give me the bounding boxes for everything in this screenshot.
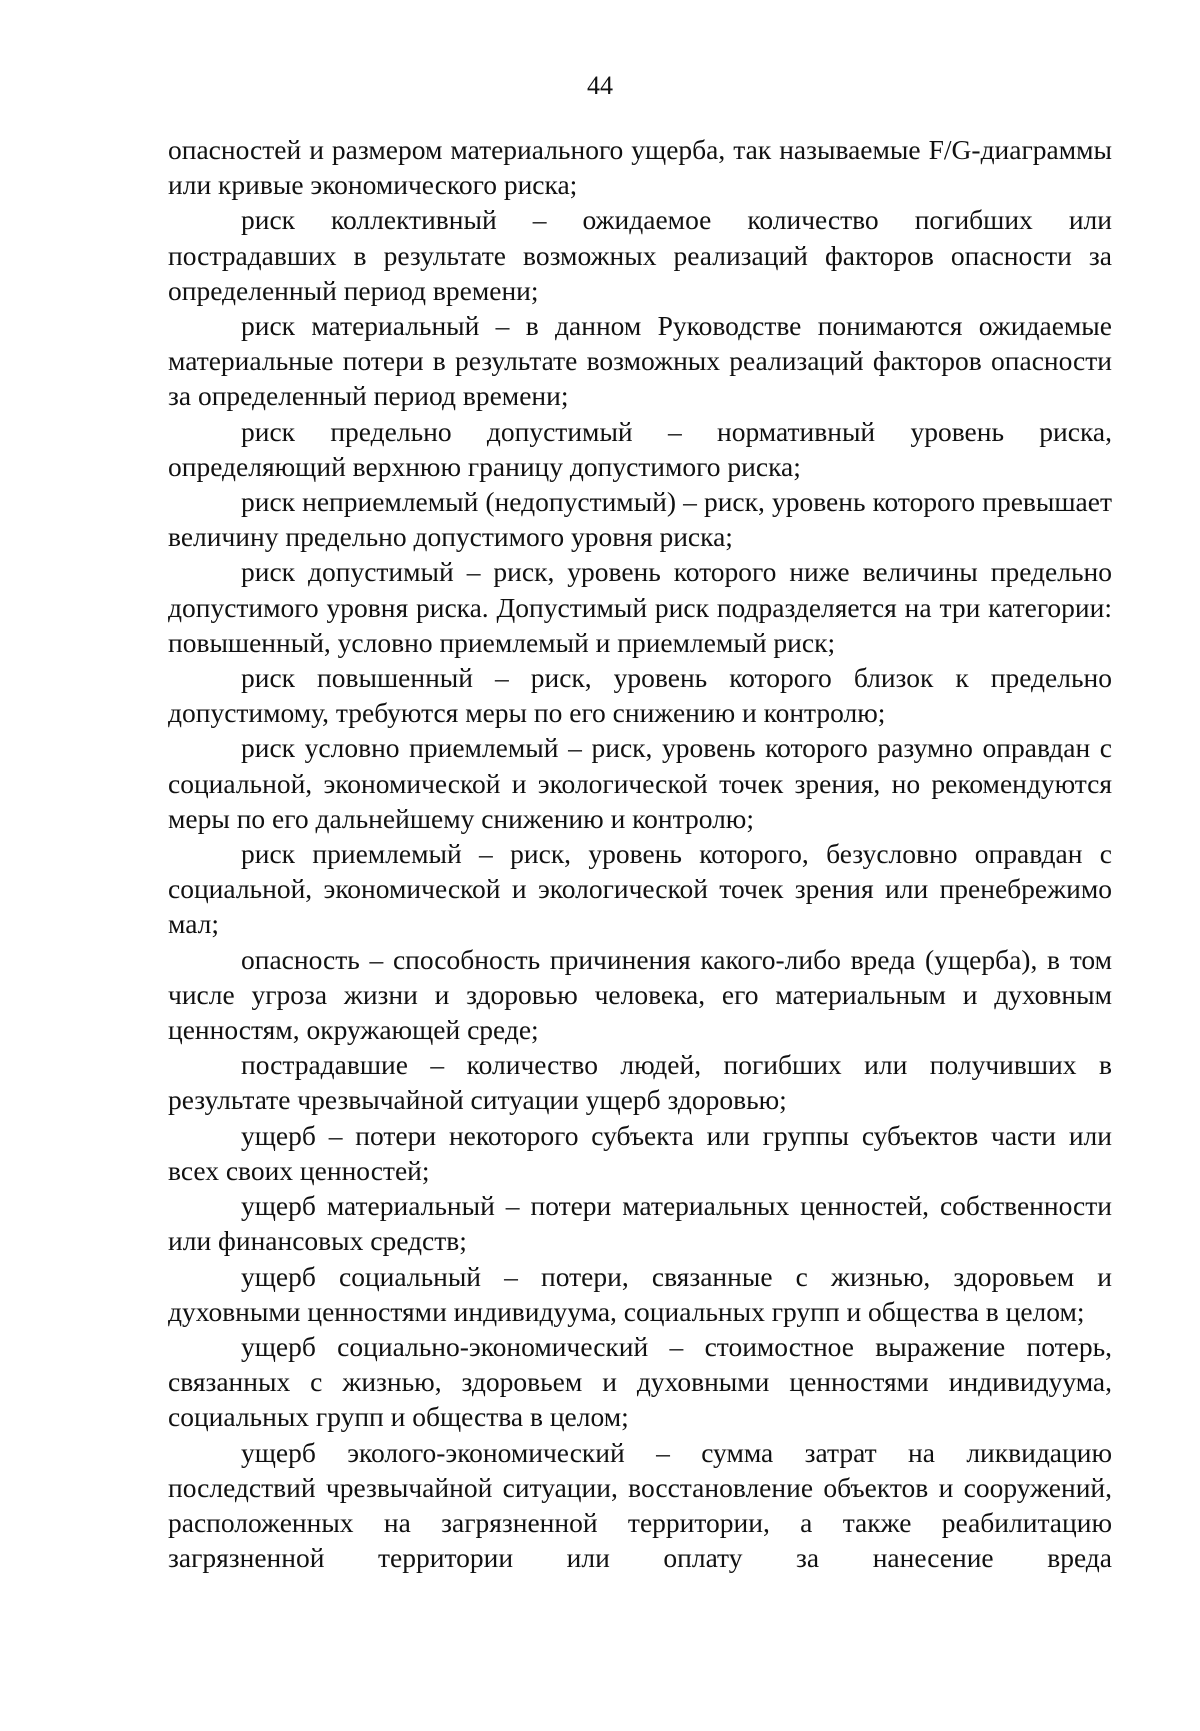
paragraph-5: риск неприемлемый (недопустимый) – риск, уровень которого превышает величину предельно допустимого уровня риска; [168, 486, 1112, 553]
paragraph-6: риск допустимый – риск, уровень которого ниже величины предельно допустимого уровня риска. Допустимый риск подразделяется на три категории: повышенный, условно приемлемый и приемлемый риск; [168, 556, 1112, 658]
paragraph-15: ущерб социально-экономический – стоимостное выражение потерь, связанных с жизнью, здоровьем и духовными ценностями индивидуума, социальных групп и общества в целом; [168, 1330, 1112, 1433]
paragraph-16: ущерб эколого-экономический – сумма затрат на ликвидацию последствий чрезвычайной ситуации, восстановление объектов и сооружений, расположенных на загрязненной территории, а также реабилитацию загрязненной территории или оплату за нанесение вреда [168, 1436, 1112, 1574]
paragraph-9: риск приемлемый – риск, уровень которого, безусловно оправдан с социальной, экономической и экологической точек зрения или пренебрежимо мал; [168, 838, 1112, 940]
paragraph-7: риск повышенный – риск, уровень которого близок к предельно допустимому, требуются меры по его снижению и контролю; [168, 662, 1112, 729]
paragraph-4: риск предельно допустимый – нормативный уровень риска, определяющий верхнюю границу допустимого риска; [168, 415, 1112, 482]
document-body [168, 132, 1112, 1575]
paragraph-1: опасностей и размером материального ущерба, так называемые F/G-диаграммы или кривые экономического риска; [168, 134, 1112, 201]
paragraph-14: ущерб социальный – потери, связанные с жизнью, здоровьем и духовными ценностями индивидуума, социальных групп и общества в целом; [168, 1260, 1112, 1327]
paragraph-3: риск материальный – в данном Руководстве понимаются ожидаемые материальные потери в результате возможных реализаций факторов опасности за определенный период времени; [168, 310, 1112, 412]
paragraph-12: ущерб – потери некоторого субъекта или группы субъектов части или всех своих ценностей; [168, 1119, 1112, 1186]
paragraph-10: опасность – способность причинения какого-либо вреда (ущерба), в том числе угроза жизни и здоровью человека, его материальным и духовным ценностям, окружающей среде; [168, 943, 1112, 1046]
paragraph-13: ущерб материальный – потери материальных ценностей, собственности или финансовых средств; [168, 1190, 1112, 1257]
paragraph-11: пострадавшие – количество людей, погибших или получивших в результате чрезвычайной ситуации ущерб здоровью; [168, 1049, 1112, 1116]
paragraph-2: риск коллективный – ожидаемое количество погибших или пострадавших в результате возможных реализаций факторов опасности за определенный период времени; [168, 204, 1112, 306]
page-number: 44 [587, 71, 613, 100]
paragraph-8: риск условно приемлемый – риск, уровень которого разумно оправдан с социальной, экономической и экологической точек зрения, но рекомендуются меры по его дальнейшему снижению и контролю; [168, 732, 1112, 834]
